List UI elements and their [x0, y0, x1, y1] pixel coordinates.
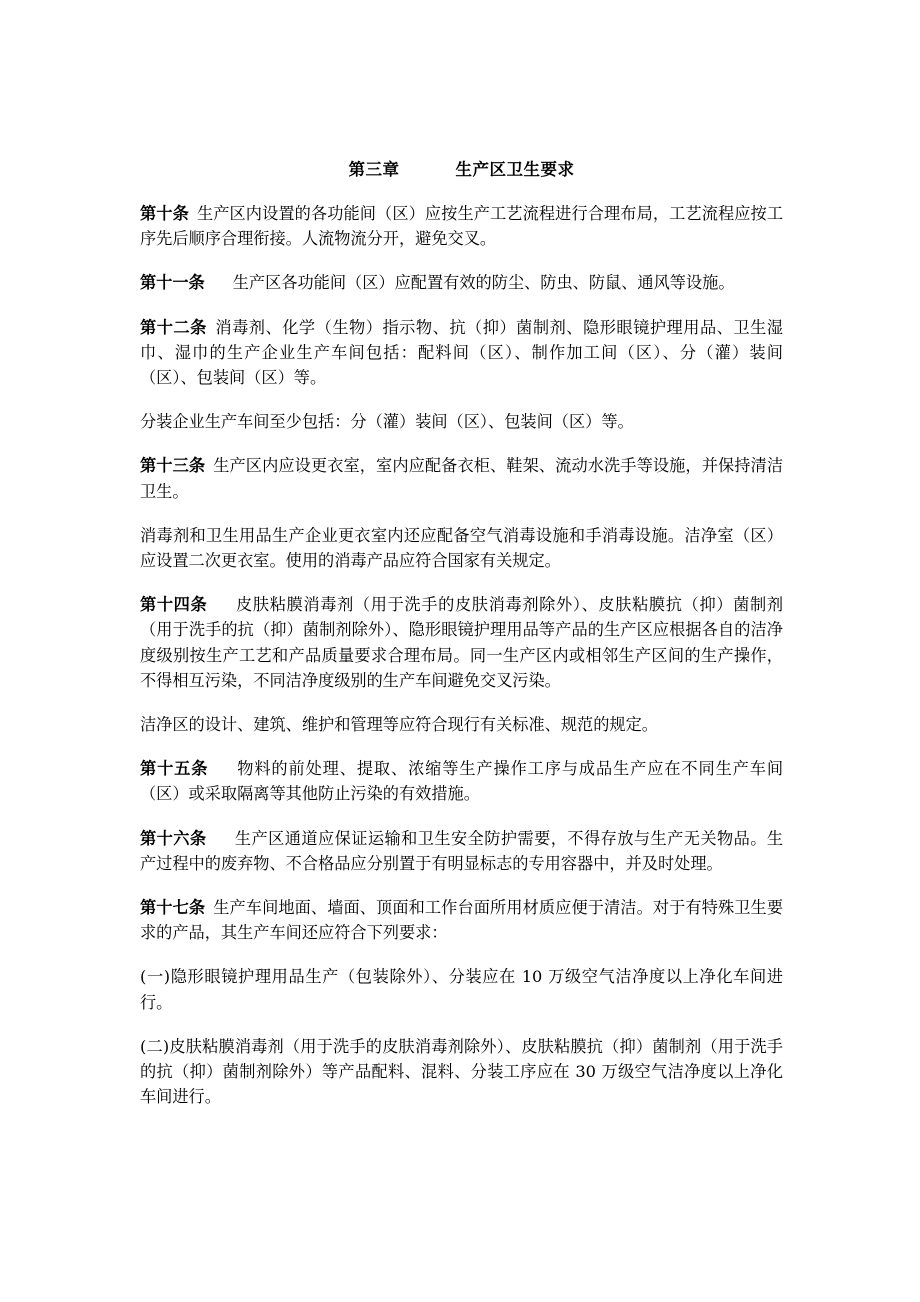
article-number: 第十四条 — [140, 595, 208, 615]
article-paragraph — [140, 592, 783, 693]
paragraph-text: 分装企业生产车间至少包括：分（灌）装间（区）、包装间（区）等。 — [140, 412, 634, 432]
article-number: 第十七条 — [140, 898, 206, 918]
paragraph-text: 物料的前处理、提取、浓缩等生产操作工序与成品生产应在不同生产车间（区）或采取隔离等其他防止污染的有效措施。 — [140, 759, 784, 804]
article-paragraph — [140, 895, 783, 945]
article-number: 第十三条 — [140, 456, 206, 476]
article-number: 第十一条 — [140, 273, 205, 293]
article-paragraph — [140, 201, 783, 251]
paragraph-text: 消毒剂、化学（生物）指示物、抗（抑）菌制剂、隐形眼镜护理用品、卫生湿巾、湿巾的生产企业生产车间包括：配料间（区）、制作加工间（区）、分（灌）装间（区）、包装间（区）等。 — [140, 317, 783, 388]
body-paragraph — [140, 409, 783, 434]
body-paragraph — [140, 712, 783, 737]
article-number: 第十五条 — [140, 759, 209, 779]
body-paragraph — [140, 1034, 783, 1110]
article-number: 第十条 — [140, 204, 189, 223]
paragraph-text: 生产区内设置的各功能间（区）应按生产工艺流程进行合理布局，工艺流程应按工序先后顺序合理衔接。人流物流分开，避免交叉。 — [140, 204, 784, 249]
body-paragraph — [140, 964, 783, 1014]
article-paragraph — [140, 315, 783, 391]
article-number: 第十二条 — [140, 317, 207, 337]
body-paragraph — [140, 523, 783, 573]
paragraph-text: 生产车间地面、墙面、顶面和工作台面所用材质应便于清洁。对于有特殊卫生要求的产品，其生产车间还应符合下列要求： — [140, 898, 784, 943]
paragraph-text: (二)皮肤粘膜消毒剂（用于洗手的皮肤消毒剂除外）、皮肤粘膜抗（抑）菌制剂（用于洗手的抗（抑）菌制剂除外）等产品配料、混料、分装工序应在 30 万级空气洁净度以上净化车间进行。 — [140, 1036, 783, 1107]
paragraph-text: 洁净区的设计、建筑、维护和管理等应符合现行有关标准、规范的规定。 — [140, 715, 658, 735]
article-paragraph — [140, 826, 783, 876]
document-body — [140, 157, 783, 1128]
article-list — [140, 201, 783, 1109]
paragraph-text: 皮肤粘膜消毒剂（用于洗手的皮肤消毒剂除外）、皮肤粘膜抗（抑）菌制剂（用于洗手的抗（抑）菌制剂除外）、隐形眼镜护理用品等产品的生产区应根据各自的洁净度级别按生产工艺和产品质量要求合理布局。同一生产区内或相邻生产区间的生产操作，不得相互污染，不同洁净度级别的生产车间避免交叉污染。 — [140, 595, 784, 690]
article-paragraph — [140, 453, 783, 503]
article-number: 第十六条 — [140, 828, 207, 848]
paragraph-text: 生产区内应设更衣室，室内应配备衣柜、鞋架、流动水洗手等设施，并保持清洁卫生。 — [140, 456, 784, 501]
article-paragraph — [140, 270, 783, 295]
chapter-heading: 生产区卫生要求 — [455, 160, 575, 179]
chapter-title — [140, 157, 783, 183]
paragraph-text: 消毒剂和卫生用品生产企业更衣室内还应配备空气消毒设施和手消毒设施。洁净室（区）应设置二次更衣室。使用的消毒产品应符合国家有关规定。 — [140, 525, 783, 571]
paragraph-text: 生产区通道应保证运输和卫生安全防护需要，不得存放与生产无关物品。生产过程中的废弃物、不合格品应分别置于有明显标志的专用容器中，并及时处理。 — [140, 828, 784, 873]
paragraph-text: (一)隐形眼镜护理用品生产（包装除外）、分装应在 10 万级空气洁净度以上净化车间进行。 — [140, 967, 783, 1012]
chapter-number: 第三章 — [348, 160, 400, 179]
article-paragraph — [140, 756, 783, 806]
paragraph-text: 生产区各功能间（区）应配置有效的防尘、防虫、防鼠、通风等设施。 — [232, 273, 735, 293]
